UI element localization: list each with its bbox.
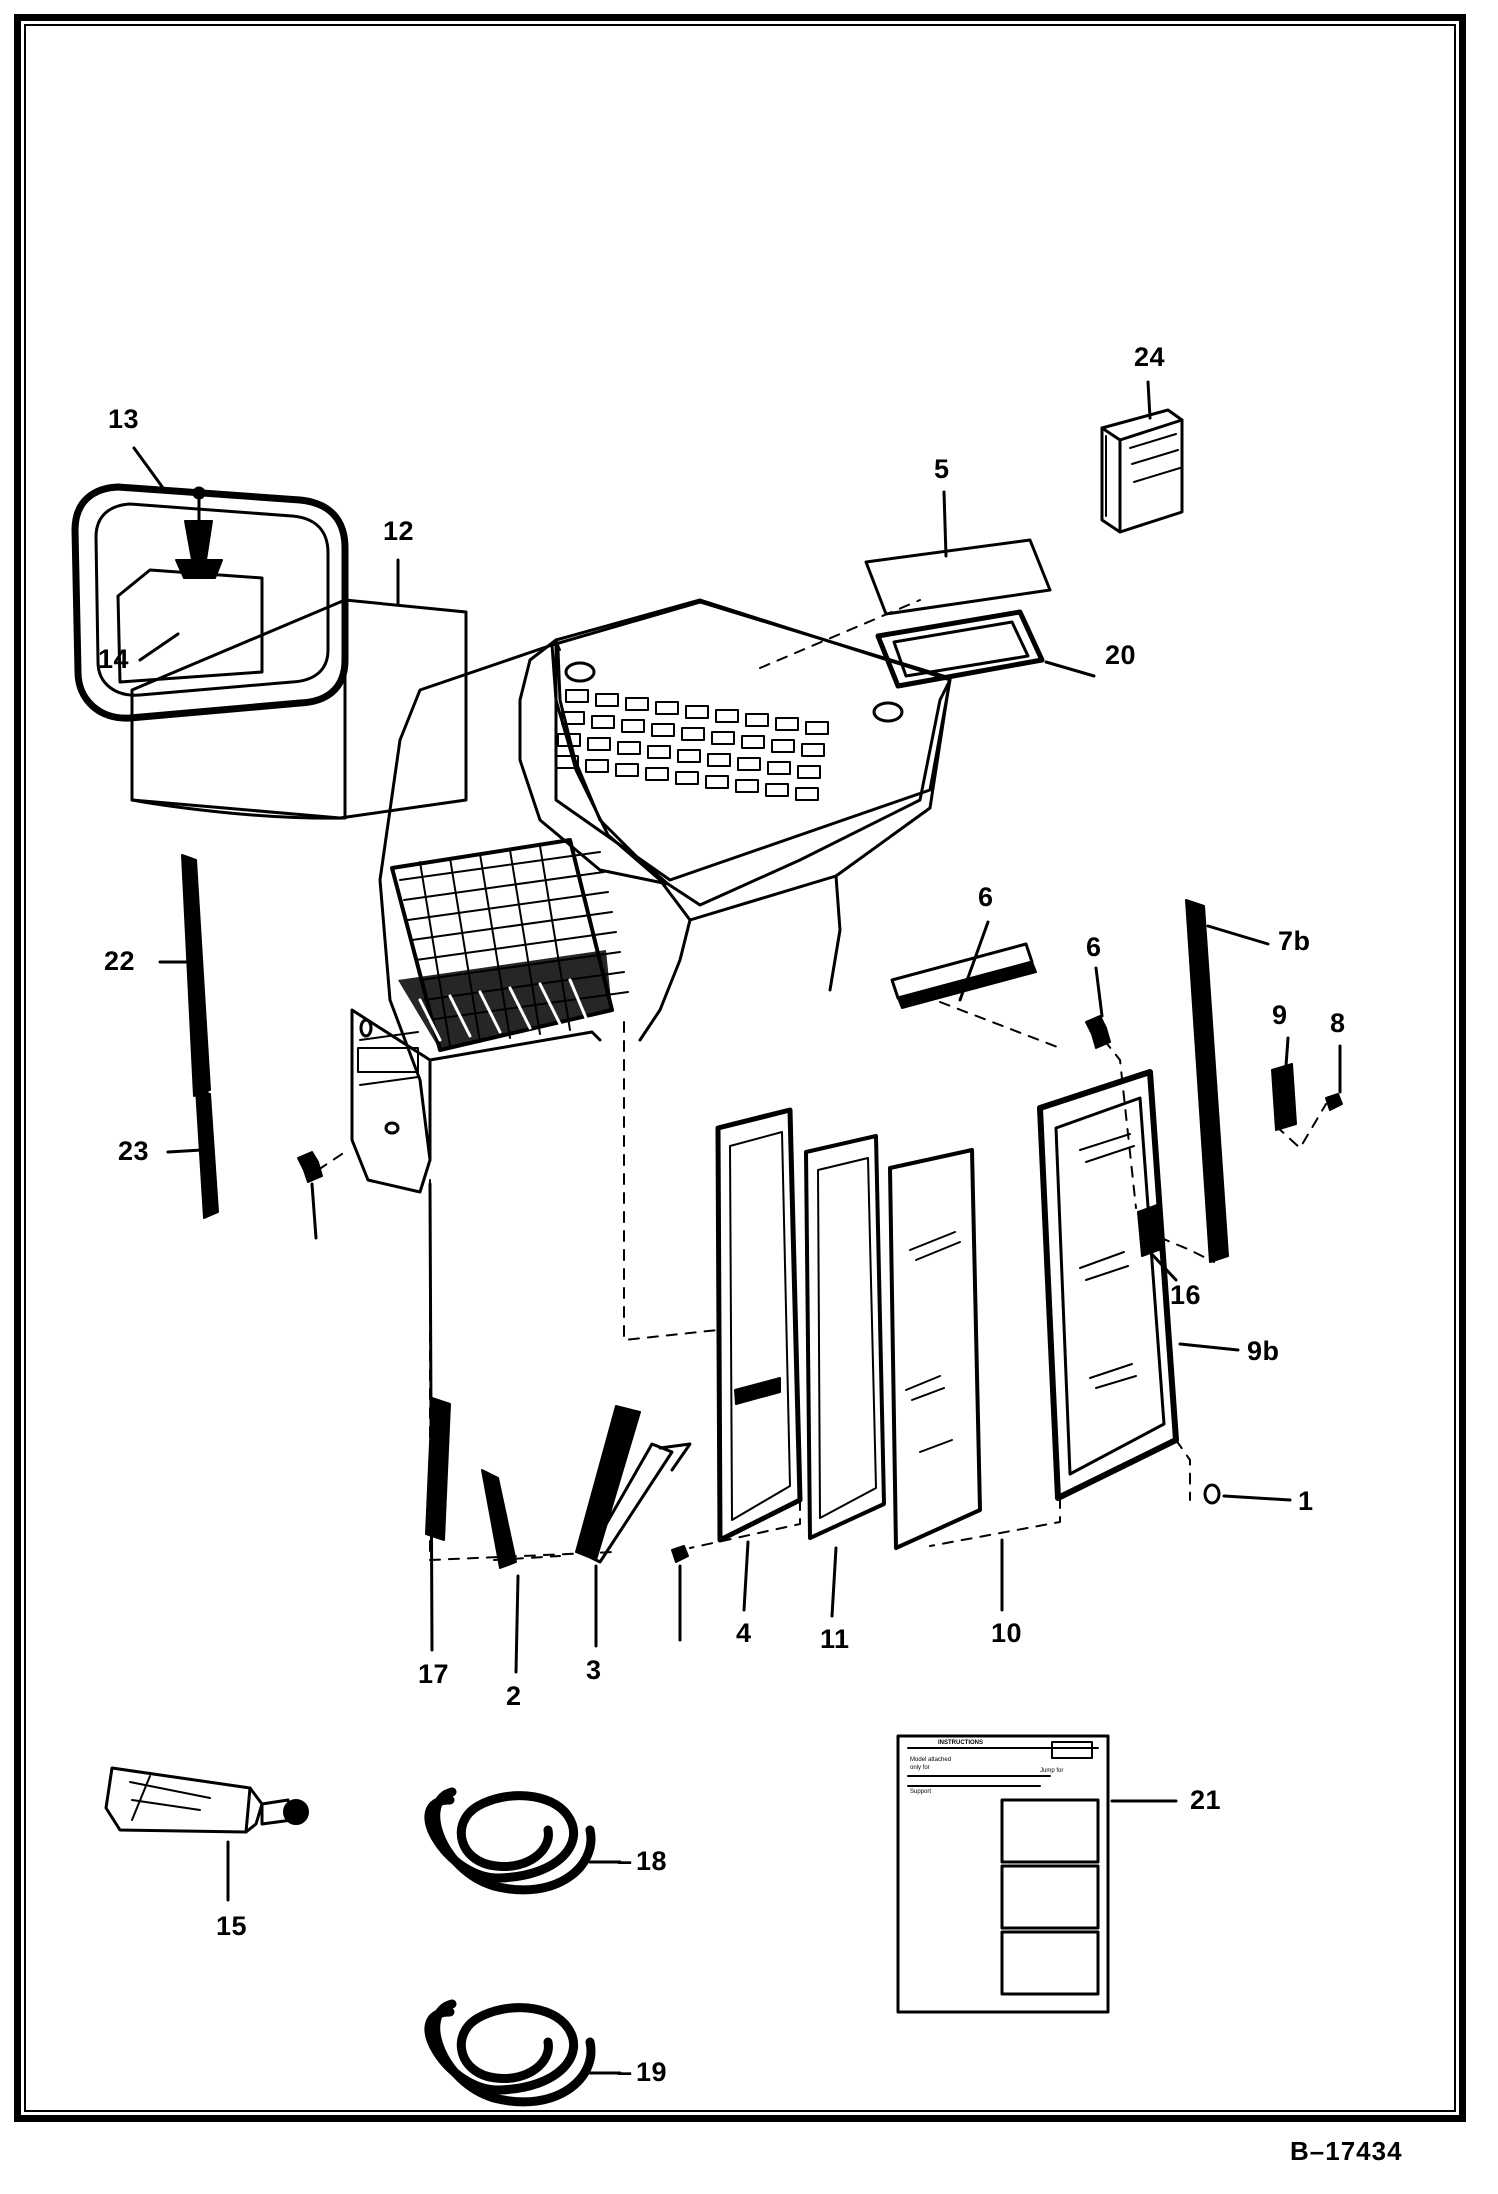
callout-18: 16: [1170, 1280, 1202, 1310]
callout-15: 13: [108, 404, 140, 434]
callout-12: 10: [991, 1618, 1023, 1648]
drawing-number: B–17434: [1290, 2136, 1403, 2166]
decal-heading: INSTRUCTIONS: [938, 1740, 983, 1746]
callout-14: 12: [383, 516, 415, 546]
callout-24: 22: [104, 946, 136, 976]
callout-20: 18: [636, 1846, 668, 1876]
decal-right-note: Jump for: [1040, 1768, 1064, 1774]
callout-19: 17: [418, 1659, 450, 1689]
callout-5: 5: [934, 454, 950, 484]
decal-line-2: only for: [910, 1765, 930, 1771]
callout-7-right: 6: [1086, 932, 1102, 962]
callout-8: 7b: [1278, 926, 1311, 956]
callout-4: 4: [736, 1618, 752, 1648]
decal-line-3: Support: [910, 1789, 932, 1795]
callout-17: 15: [216, 1911, 248, 1941]
callout-6: 6: [978, 882, 994, 912]
callout-2: 2: [506, 1681, 522, 1711]
callout-20-dash: –: [617, 1846, 633, 1876]
decal-line-1: Model attached: [910, 1757, 952, 1763]
callout-10: 9: [1272, 1000, 1288, 1030]
callout-13: 11: [820, 1624, 850, 1654]
callout-1: 1: [1298, 1486, 1314, 1516]
callout-22: 20: [1105, 640, 1137, 670]
callout-23: 21: [1190, 1785, 1222, 1815]
callout-21-dash: –: [617, 2057, 633, 2087]
callout-11: 9b: [1247, 1336, 1280, 1366]
callout-25: 23: [118, 1136, 150, 1166]
callout-9-right: 8: [1330, 1008, 1346, 1038]
callout-3: 3: [586, 1655, 602, 1685]
callout-21: 19: [636, 2057, 668, 2087]
callout-26: 24: [1134, 342, 1166, 372]
callout-16: 14: [98, 644, 130, 674]
